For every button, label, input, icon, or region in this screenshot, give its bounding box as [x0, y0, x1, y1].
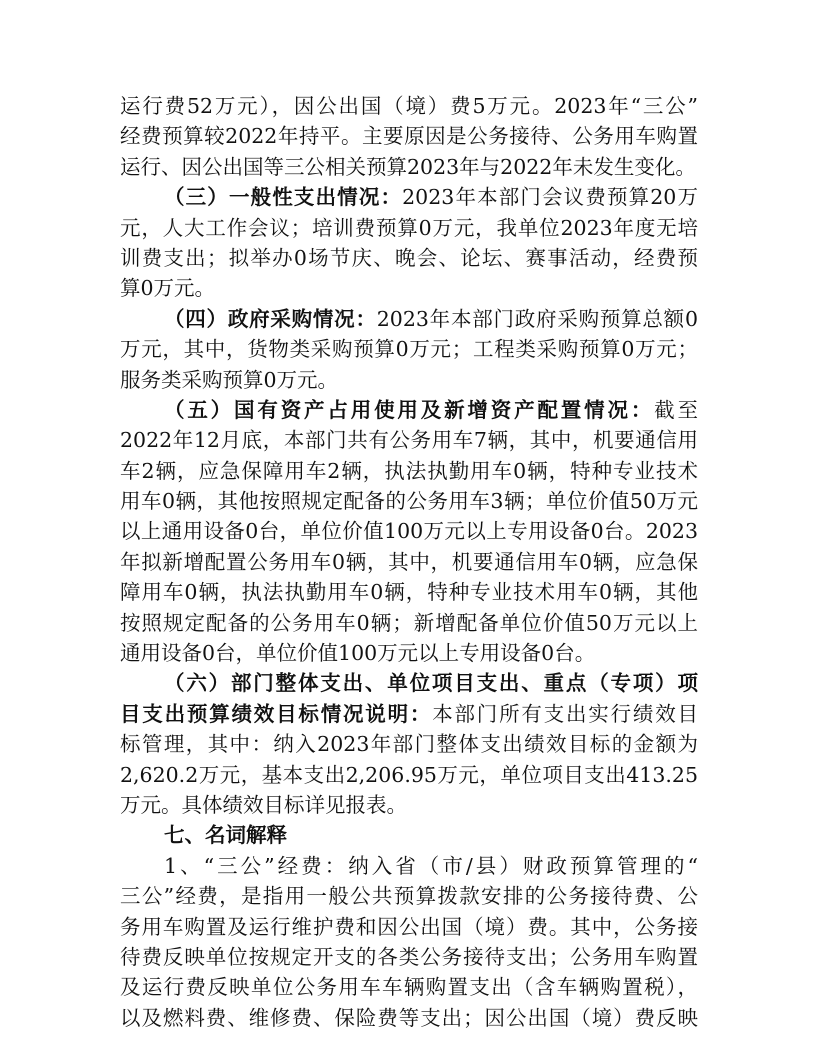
text-line: 1、“三公”经费：纳入省（市/县）财政预算管理的“	[164, 853, 698, 878]
section-heading: （三）一般性支出情况：	[164, 185, 403, 210]
paragraph-performance-targets	[120, 668, 698, 820]
text-line: 万元。具体绩效目标详见报表。	[120, 792, 407, 817]
paragraph-government-procurement	[120, 304, 698, 395]
text-line: 以及燃料费、维修费、保险费等支出；因公出国（境）费反映	[120, 1005, 698, 1030]
text-line: 万元，其中，货物类采购预算0万元；工程类采购预算0万元；	[120, 337, 698, 362]
text-line: 待费反映单位按规定开支的各类公务接待支出；公务用车购置	[120, 944, 698, 969]
paragraph-general-expenditure	[120, 182, 698, 304]
text-line: 元，人大工作会议；培训费预算0万元，我单位2023年度无培	[120, 215, 698, 240]
document-page	[120, 91, 698, 1033]
section-heading: （五）国有资产占用使用及新增资产配置情况：	[164, 397, 655, 422]
paragraph-term-three-public	[120, 851, 698, 1033]
text-line: 训费支出；拟举办0场节庆、晚会、论坛、赛事活动，经费预	[120, 245, 698, 270]
text-line: 运行、因公出国等三公相关预算2023年与2022年未发生变化。	[120, 154, 696, 179]
text-line: 2022年12月底，本部门共有公务用车7辆，其中，机要通信用	[120, 428, 698, 453]
text-line	[120, 668, 698, 698]
section-heading: （四）政府采购情况：	[164, 306, 377, 331]
section-title: 七、名词解释	[164, 823, 287, 848]
paragraph-three-public-cont	[120, 91, 698, 182]
text-line: （四）政府采购情况：2023年本部门政府采购预算总额0	[164, 306, 698, 331]
text-line: 运行费52万元），因公出国（境）费5万元。2023年“三公”	[120, 94, 698, 118]
text-line: （三）一般性支出情况：2023年本部门会议费预算20万	[164, 185, 698, 210]
text-line: 目支出预算绩效目标情况说明：本部门所有支出实行绩效目	[120, 701, 699, 726]
text-line: 及运行费反映单位公务用车车辆购置支出（含车辆购置税），	[120, 975, 698, 1000]
text-line: 经费预算较2022年持平。主要原因是公务接待、公务用车购置	[120, 124, 698, 149]
paragraph-section-seven-heading	[120, 820, 698, 850]
text-line: 障用车0辆，执法执勤用车0辆，特种专业技术用车0辆，其他	[120, 580, 698, 605]
text-line: 服务类采购预算0万元。	[120, 367, 339, 392]
text-line: 务用车购置及运行维护费和因公出国（境）费。其中，公务接	[120, 914, 698, 939]
text-line: 2,620.2万元，基本支出2,206.95万元，单位项目支出413.25	[120, 762, 698, 787]
text-line: 算0万元。	[120, 276, 216, 301]
paragraph-state-assets	[120, 395, 698, 669]
text-line: 以上通用设备0台，单位价值100万元以上专用设备0台。2023	[120, 519, 698, 544]
text-line: 车2辆，应急保障用车2辆，执法执勤用车0辆，特种专业技术	[120, 458, 698, 483]
text-line: 三公”经费，是指用一般公共预算拨款安排的公务接待费、公	[120, 884, 698, 909]
text-line: 年拟新增配置公务用车0辆，其中，机要通信用车0辆，应急保	[120, 549, 698, 574]
section-heading-cont: 目支出预算绩效目标情况说明：	[120, 701, 433, 726]
text-line: 用车0辆，其他按照规定配备的公务用车3辆；单位价值50万元	[120, 489, 698, 514]
text-line: 标管理，其中：纳入2023年部门整体支出绩效目标的金额为	[120, 732, 698, 757]
text-line: 通用设备0台，单位价值100万元以上专用设备0台。	[120, 641, 596, 666]
text-line: 按照规定配备的公务用车0辆；新增配备单位价值50万元以上	[120, 610, 698, 635]
text-line: （五）国有资产占用使用及新增资产配置情况：截至	[164, 397, 699, 422]
section-heading: （六）部门整体支出、单位项目支出、重点（专项）项	[164, 671, 698, 696]
